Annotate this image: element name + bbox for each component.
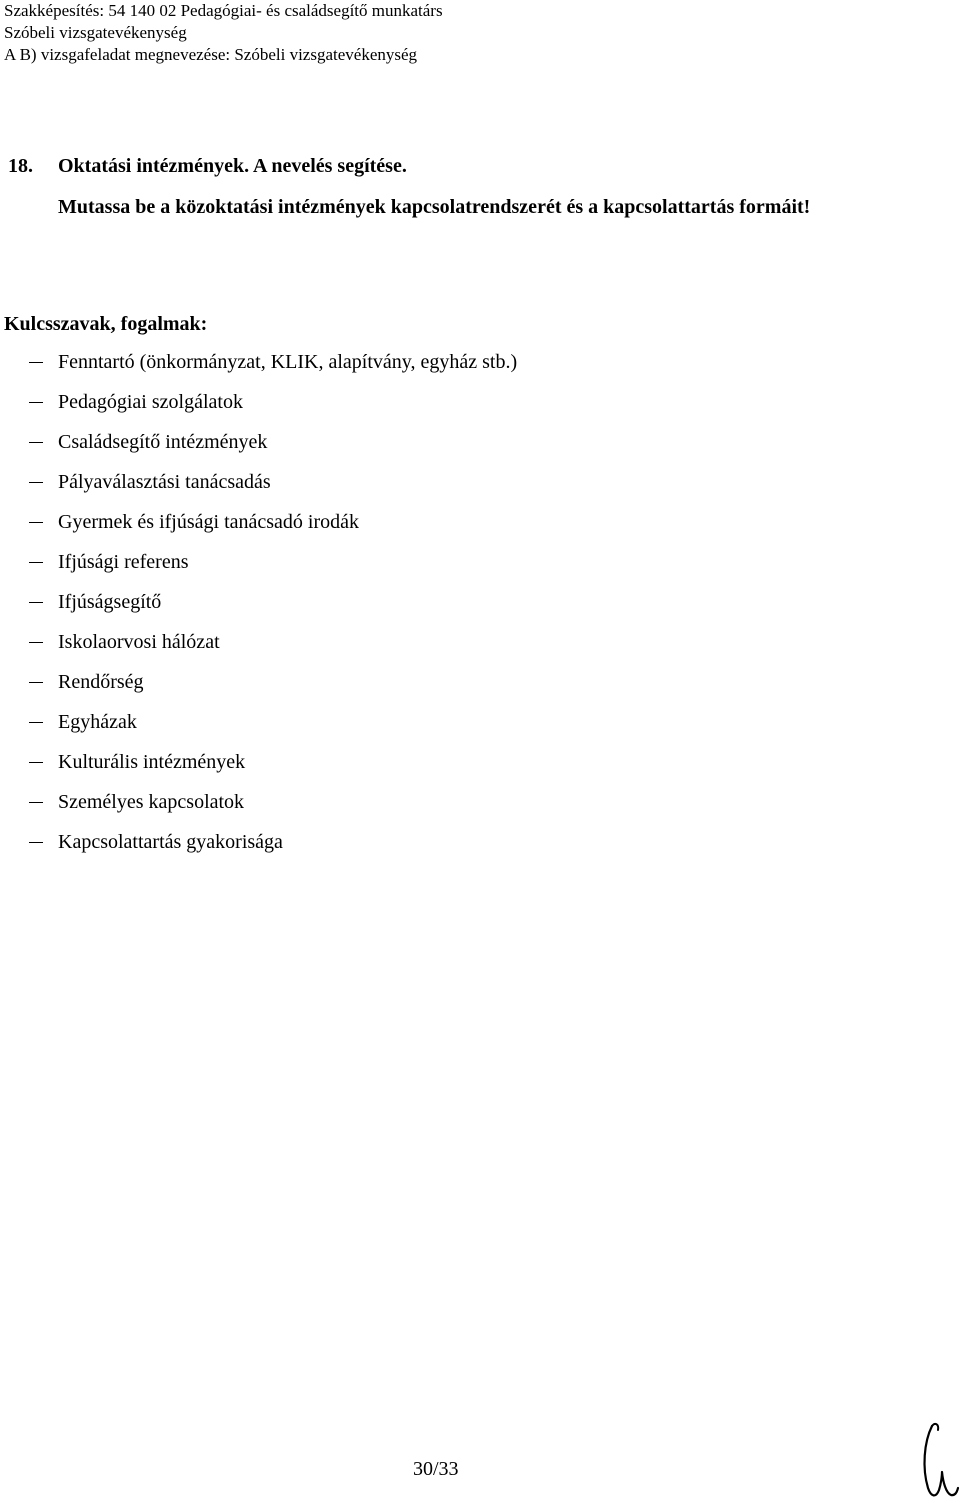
keyword-text: Pályaválasztási tanácsadás — [58, 471, 271, 493]
page-number: 30/33 — [413, 1458, 459, 1480]
keyword-text: Kapcsolattartás gyakorisága — [58, 831, 283, 853]
keyword-text: Ifjúságsegítő — [58, 591, 162, 613]
dash-bullet — [29, 722, 43, 723]
dash-bullet — [29, 562, 43, 563]
handwritten-initial-signature — [918, 1418, 960, 1503]
dash-bullet — [29, 442, 43, 443]
keyword-text: Egyházak — [58, 711, 137, 733]
dash-bullet — [29, 402, 43, 403]
keyword-text: Iskolaorvosi hálózat — [58, 631, 220, 653]
dash-bullet — [29, 802, 43, 803]
task-prompt: Mutassa be a közoktatási intézmények kapcsolatrendszerét és a kapcsolattartás formáit! — [58, 196, 811, 218]
header-qualification: Szakképesítés: 54 140 02 Pedagógiai- és családsegítő munkatárs — [4, 1, 443, 20]
keyword-text: Gyermek és ifjúsági tanácsadó irodák — [58, 511, 360, 533]
dash-bullet — [29, 682, 43, 683]
keyword-text: Pedagógiai szolgálatok — [58, 391, 243, 413]
task-title: Oktatási intézmények. A nevelés segítése. — [58, 155, 407, 177]
keywords-heading: Kulcsszavak, fogalmak: — [4, 313, 208, 335]
dash-bullet — [29, 362, 43, 363]
keyword-text: Ifjúsági referens — [58, 551, 189, 573]
task-number: 18. — [8, 155, 33, 177]
page-header — [4, 0, 443, 66]
dash-bullet — [29, 522, 43, 523]
header-task-name: A B) vizsgafeladat megnevezése: Szóbeli vizsgatevékenység — [4, 45, 418, 64]
dash-bullet — [29, 642, 43, 643]
dash-bullet — [29, 482, 43, 483]
keyword-text: Családsegítő intézmények — [58, 431, 268, 453]
keyword-text: Személyes kapcsolatok — [58, 791, 245, 813]
dash-bullet — [29, 842, 43, 843]
dash-bullet — [29, 602, 43, 603]
keyword-text: Fenntartó (önkormányzat, KLIK, alapítvány, egyház stb.) — [58, 351, 518, 373]
keyword-text: Kulturális intézmények — [58, 751, 246, 773]
keyword-text: Rendőrség — [58, 671, 144, 693]
header-exam-type: Szóbeli vizsgatevékenység — [4, 23, 187, 42]
dash-bullet — [29, 762, 43, 763]
